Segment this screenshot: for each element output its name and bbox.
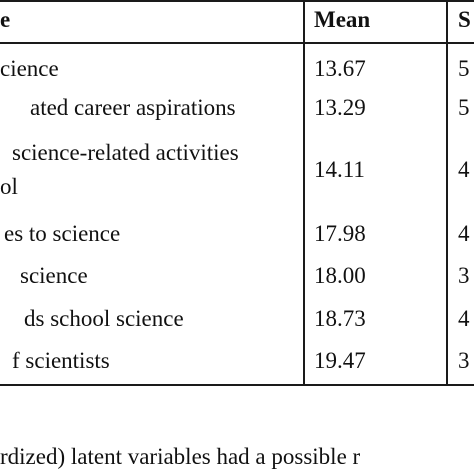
row-label: science-related activities bbox=[12, 140, 239, 165]
row-label: ated career aspirations bbox=[30, 95, 236, 120]
row-mean: 18.73 bbox=[314, 306, 366, 331]
row-mean: 19.47 bbox=[314, 348, 366, 373]
row-label: f scientists bbox=[12, 348, 110, 373]
header-sd: S bbox=[458, 7, 471, 32]
row-mean: 13.29 bbox=[314, 95, 366, 120]
row-sd: 5 bbox=[458, 56, 470, 81]
row-sd: 5 bbox=[458, 95, 470, 120]
row-sd: 4 bbox=[458, 221, 470, 246]
row-sd: 3 bbox=[458, 263, 470, 288]
row-mean: 13.67 bbox=[314, 56, 366, 81]
column-divider-2 bbox=[446, 0, 448, 386]
row-sd: 4 bbox=[458, 306, 470, 331]
row-label-line2: ol bbox=[0, 174, 18, 199]
row-sd: 4 bbox=[458, 157, 470, 182]
row-mean: 18.00 bbox=[314, 263, 366, 288]
header-bottom-rule bbox=[0, 42, 474, 44]
row-label: cience bbox=[0, 56, 59, 81]
table-bottom-rule bbox=[0, 384, 474, 386]
header-variable: e bbox=[0, 7, 11, 32]
table-note: rdized) latent variables had a possible r bbox=[0, 444, 361, 469]
row-label: ds school science bbox=[24, 306, 184, 331]
row-label: science bbox=[20, 263, 88, 288]
table-top-rule bbox=[0, 0, 474, 2]
row-mean: 14.11 bbox=[314, 157, 365, 182]
header-mean: Mean bbox=[314, 7, 371, 32]
column-divider-1 bbox=[303, 0, 305, 386]
row-mean: 17.98 bbox=[314, 221, 366, 246]
row-sd: 3 bbox=[458, 348, 470, 373]
row-label: es to science bbox=[4, 221, 121, 246]
